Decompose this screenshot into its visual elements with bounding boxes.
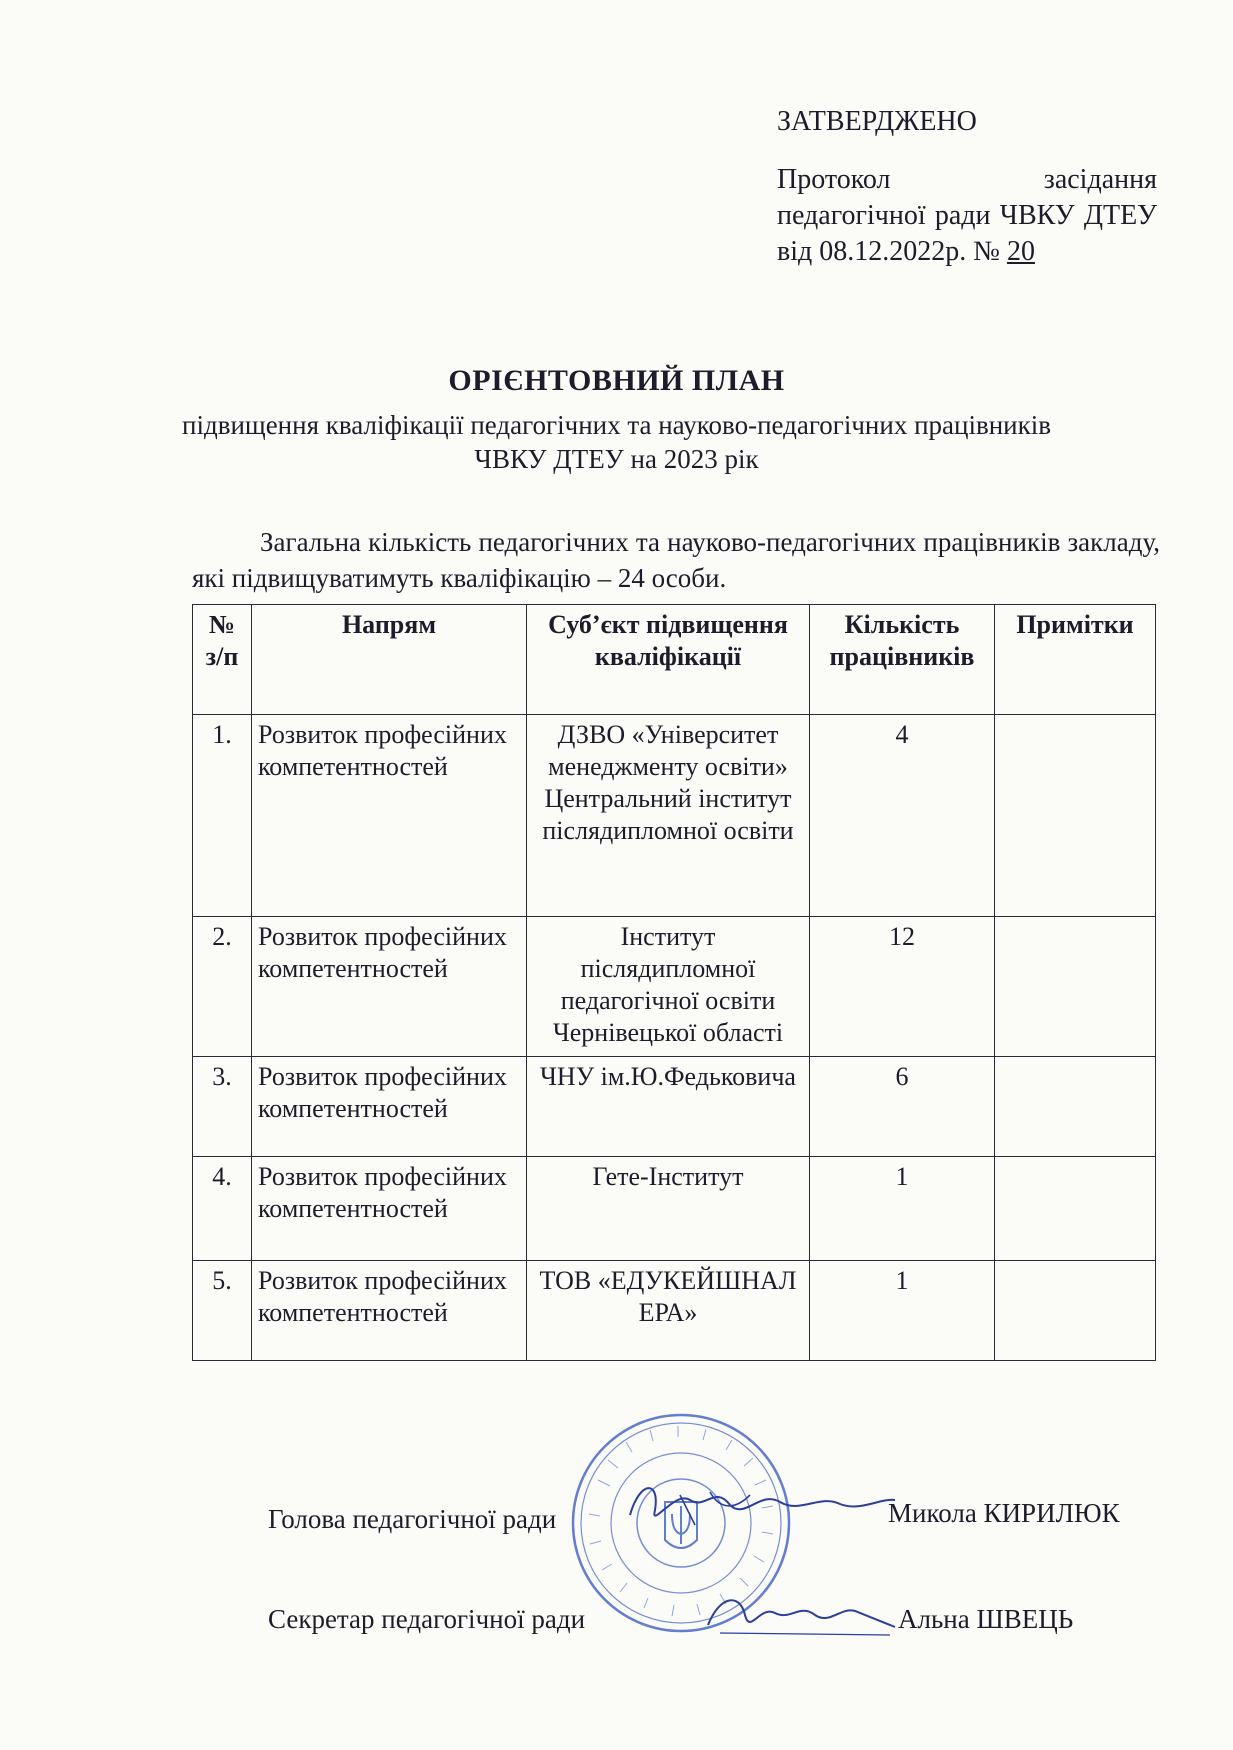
secretary-signature bbox=[700, 1585, 900, 1645]
intro-paragraph: Загальна кількість педагогічних та науково-педагогічних працівників закладу, які підвищуватимуть кваліфікацію – 24 особи. bbox=[192, 527, 1160, 593]
cell-no: 1. bbox=[193, 715, 252, 917]
cell-subject: ЧНУ ім.Ю.Федьковича bbox=[527, 1057, 810, 1157]
approval-text bbox=[777, 162, 1157, 270]
cell-notes bbox=[995, 1157, 1156, 1261]
cell-notes bbox=[995, 917, 1156, 1057]
table-row bbox=[193, 1157, 1156, 1261]
cell-count: 1 bbox=[810, 1157, 995, 1261]
header-notes: Примітки bbox=[995, 605, 1156, 715]
cell-direction: Розвиток професійних компетентностей bbox=[252, 715, 527, 917]
cell-subject: ТОВ «ЕДУКЕЙШНАЛ ЕРА» bbox=[527, 1261, 810, 1361]
head-name: Микола КИРИЛЮК bbox=[888, 1498, 1120, 1528]
secretary-title: Секретар педагогічної ради bbox=[268, 1604, 586, 1634]
cell-notes bbox=[995, 1057, 1156, 1157]
plan-table bbox=[192, 604, 1156, 1361]
cell-subject: Гете-Інститут bbox=[527, 1157, 810, 1261]
head-signature bbox=[620, 1470, 900, 1540]
cell-count: 1 bbox=[810, 1261, 995, 1361]
table-row bbox=[193, 715, 1156, 917]
header-direction: Напрям bbox=[252, 605, 527, 715]
cell-count: 6 bbox=[810, 1057, 995, 1157]
approval-protocol-line: Протокол засідання педагогічної ради ЧВКУ ДТЕУ від 08.12.2022р. № bbox=[777, 164, 1157, 267]
table-row bbox=[193, 917, 1156, 1057]
table-header-row bbox=[193, 605, 1156, 715]
cell-no: 5. bbox=[193, 1261, 252, 1361]
subtitle-line-1: підвищення кваліфікації педагогічних та науково-педагогічних працівників bbox=[182, 410, 1051, 440]
head-title: Голова педагогічної ради bbox=[268, 1504, 557, 1534]
cell-notes bbox=[995, 715, 1156, 917]
cell-direction: Розвиток професійних компетентностей bbox=[252, 1157, 527, 1261]
table-row bbox=[193, 1057, 1156, 1157]
approval-block bbox=[777, 104, 1157, 270]
protocol-number: 20 bbox=[1006, 236, 1035, 267]
cell-direction: Розвиток професійних компетентностей bbox=[252, 1057, 527, 1157]
cell-no: 3. bbox=[193, 1057, 252, 1157]
cell-direction: Розвиток професійних компетентностей bbox=[252, 1261, 527, 1361]
header-no: № з/п bbox=[193, 605, 252, 715]
secretary-name: Альна ШВЕЦЬ bbox=[898, 1604, 1074, 1634]
document-title: ОРІЄНТОВНИЙ ПЛАН bbox=[448, 364, 785, 397]
cell-subject: ДЗВО «Університет менеджменту освіти» Центральний інститут післядипломної освіти bbox=[527, 715, 810, 917]
cell-subject: Інститут післядипломної педагогічної освіти Чернівецької області bbox=[527, 917, 810, 1057]
document-subtitle bbox=[0, 408, 1233, 476]
header-subject: Суб’єкт підвищення кваліфікації bbox=[527, 605, 810, 715]
cell-notes bbox=[995, 1261, 1156, 1361]
cell-no: 4. bbox=[193, 1157, 252, 1261]
subtitle-line-2: ЧВКУ ДТЕУ на 2023 рік bbox=[474, 444, 759, 474]
cell-direction: Розвиток професійних компетентностей bbox=[252, 917, 527, 1057]
approval-heading: ЗАТВЕРДЖЕНО bbox=[777, 106, 977, 137]
cell-no: 2. bbox=[193, 917, 252, 1057]
header-count: Кількість працівників bbox=[810, 605, 995, 715]
cell-count: 4 bbox=[810, 715, 995, 917]
table-row bbox=[193, 1261, 1156, 1361]
cell-count: 12 bbox=[810, 917, 995, 1057]
